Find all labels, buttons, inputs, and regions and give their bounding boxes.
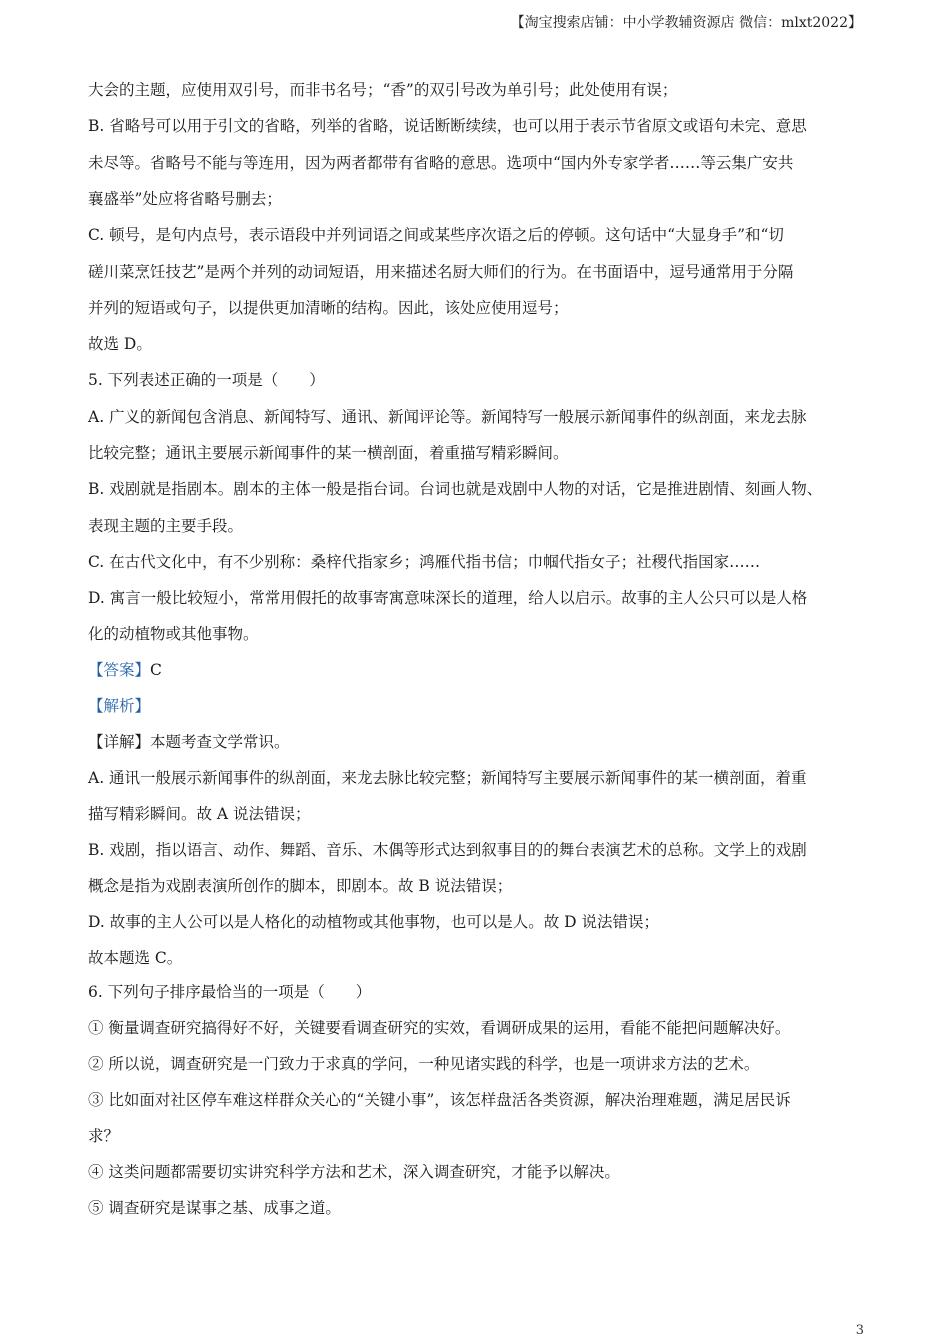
answer-line bbox=[88, 658, 162, 680]
text-line: ④ 这类问题都需要切实讲究科学方法和艺术，深入调查研究，才能予以解决。 bbox=[88, 1163, 620, 1181]
text-line: 并列的短语或句子，以提供更加清晰的结构。因此，该处应使用逗号； bbox=[88, 299, 569, 317]
text-line: 求？ bbox=[88, 1127, 120, 1145]
text-line: 【详解】本题考查文学常识。 bbox=[88, 733, 290, 751]
text-line: A. 广义的新闻包含消息、新闻特写、通讯、新闻评论等。新闻特写一般展示新闻事件的纵剖面，来龙去脉 bbox=[88, 408, 807, 426]
text-line: B. 戏剧，指以语言、动作、舞蹈、音乐、木偶等形式达到叙事目的的舞台表演艺术的总称。文学上的戏剧 bbox=[88, 841, 807, 859]
analysis-tag: 【解析】 bbox=[88, 697, 151, 715]
question-5-stem: 5. 下列表述正确的一项是（ ） bbox=[88, 371, 325, 389]
page-header: 【淘宝搜索店铺：中小学教辅资源店 微信：mlxt2022】 bbox=[510, 15, 862, 31]
text-line: B. 戏剧就是指剧本。剧本的主体一般是指台词。台词也就是戏剧中人物的对话，它是推进剧情、刻画人物、 bbox=[88, 480, 823, 498]
text-line: 襄盛举”处应将省略号删去； bbox=[88, 190, 282, 208]
text-line: 比较完整；通讯主要展示新闻事件的某一横剖面，着重描写精彩瞬间。 bbox=[88, 444, 569, 462]
text-line: 化的动植物或其他事物。 bbox=[88, 625, 259, 643]
question-6-stem: 6. 下列句子排序最恰当的一项是（ ） bbox=[88, 983, 372, 1001]
text-line: 描写精彩瞬间。故 A 说法错误； bbox=[88, 805, 311, 823]
text-line: C. 在古代文化中，有不少别称：桑梓代指家乡；鸿雁代指书信；巾帼代指女子；社稷代指国家…… bbox=[88, 553, 761, 571]
text-line: 大会的主题，应使用双引号，而非书名号；“香”的双引号改为单引号；此处使用有误； bbox=[88, 81, 678, 99]
page-number: 3 bbox=[855, 1323, 864, 1338]
text-line: 故选 D。 bbox=[88, 335, 152, 353]
text-line: ⑤ 调查研究是谋事之基、成事之道。 bbox=[88, 1199, 341, 1217]
text-line: C. 顿号，是句内点号，表示语段中并列词语之间或某些序次语之后的停顿。这句话中“大显身手”和“切 bbox=[88, 226, 784, 244]
text-line: 表现主题的主要手段。 bbox=[88, 517, 244, 535]
text-line: A. 通讯一般展示新闻事件的纵剖面，来龙去脉比较完整；新闻特写主要展示新闻事件的某一横剖面，着重 bbox=[88, 769, 807, 787]
text-line: 概念是指为戏剧表演所创作的脚本，即剧本。故 B 说法错误； bbox=[88, 877, 513, 895]
text-line: B. 省略号可以用于引文的省略，列举的省略，说话断断续续，也可以用于表示节省原文或语句未完、意思 bbox=[88, 117, 807, 135]
text-line: D. 故事的主人公可以是人格化的动植物或其他事物，也可以是人。故 D 说法错误； bbox=[88, 913, 660, 931]
text-line: 磋川菜烹饪技艺”是两个并列的动词短语，用来描述名厨大师们的行为。在书面语中，逗号通常用于分隔 bbox=[88, 263, 794, 281]
answer-value: C bbox=[150, 661, 162, 679]
answer-tag: 【答案】 bbox=[88, 661, 151, 679]
text-line: D. 寓言一般比较短小，常常用假托的故事寄寓意味深长的道理，给人以启示。故事的主人公只可以是人格 bbox=[88, 589, 808, 607]
text-line: ① 衡量调查研究搞得好不好，关键要看调查研究的实效，看调研成果的运用，看能不能把问题解决好。 bbox=[88, 1019, 791, 1037]
text-line: 未尽等。省略号不能与等连用，因为两者都带有省略的意思。选项中“国内外专家学者……等云集广安共 bbox=[88, 154, 794, 172]
text-line: ② 所以说，调查研究是一门致力于求真的学问，一种见诸实践的科学，也是一项讲求方法的艺术。 bbox=[88, 1055, 760, 1073]
text-line: ③ 比如面对社区停车难这样群众关心的“关键小事”，该怎样盘活各类资源，解决治理难题，满足居民诉 bbox=[88, 1091, 791, 1109]
text-line: 故本题选 C。 bbox=[88, 949, 183, 967]
